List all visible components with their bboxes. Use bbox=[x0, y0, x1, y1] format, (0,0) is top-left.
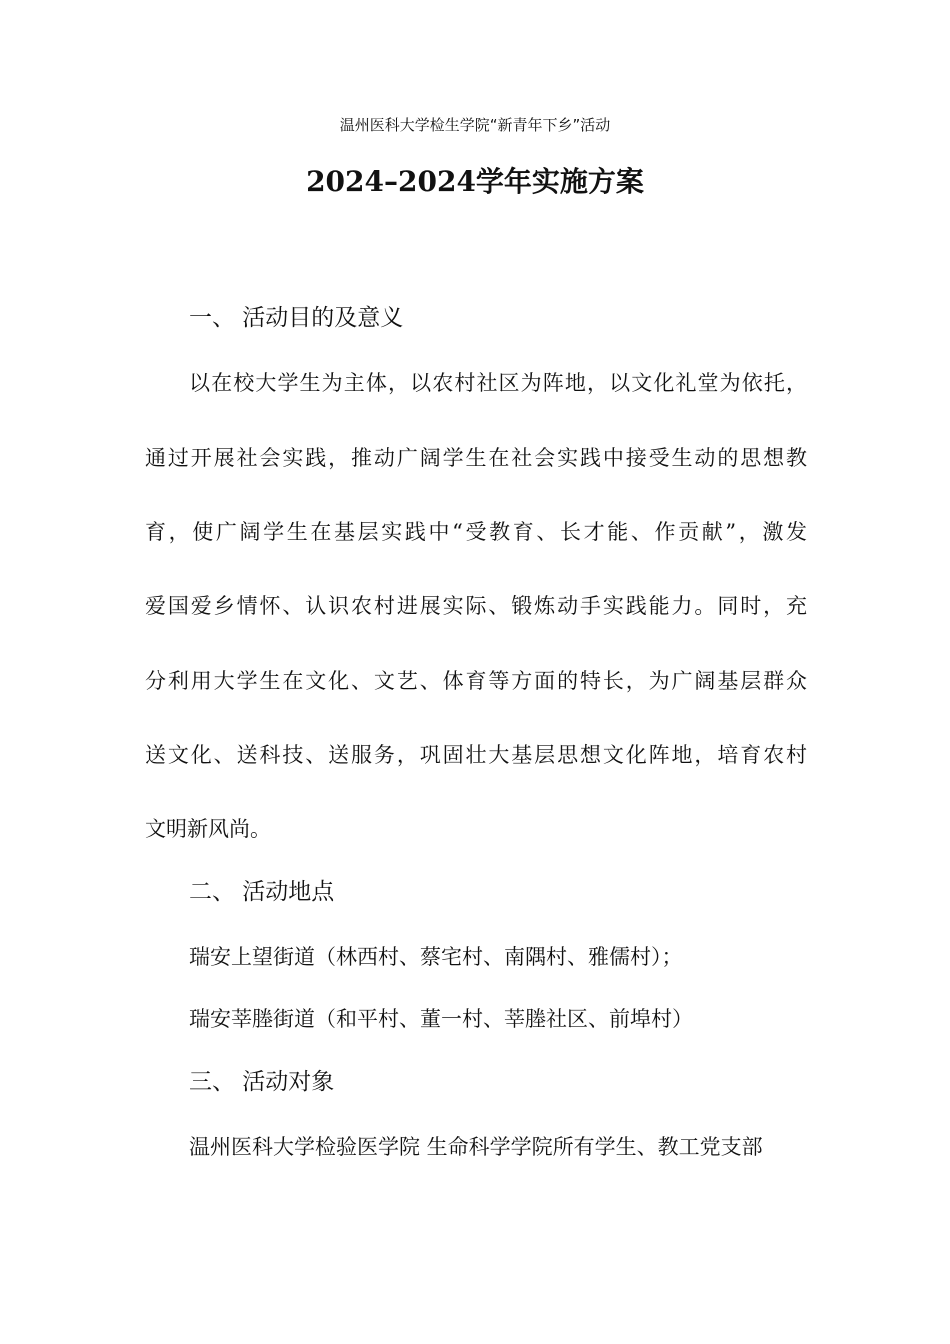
location-item: 瑞安上望街道（林西村、蔡宅村、南隅村、雅儒村）； bbox=[189, 945, 683, 969]
paragraph-line: 以在校大学生为主体，以农村社区为阵地，以文化礼堂为依托， bbox=[189, 371, 807, 395]
paragraph-line: 分利用大学生在文化、文艺、体育等方面的特长，为广阔基层群众 bbox=[145, 669, 807, 693]
location-item: 瑞安莘塍街道（和平村、董一村、莘塍社区、前埠村） bbox=[189, 1007, 693, 1031]
paragraph-line: 育，使广阔学生在基层实践中“受教育、长才能、作贡献”，激发 bbox=[145, 520, 807, 544]
section-heading-participants: 三、 活动对象 bbox=[189, 1069, 335, 1095]
paragraph-line: 通过开展社会实践，推动广阔学生在社会实践中接受生动的思想教 bbox=[145, 446, 807, 470]
document-subtitle: 温州医科大学检生学院“新青年下乡”活动 bbox=[339, 116, 611, 134]
document-title: 2024–2024学年实施方案 bbox=[306, 165, 644, 198]
section-heading-purpose: 一、 活动目的及意义 bbox=[189, 305, 404, 331]
section-heading-location: 二、 活动地点 bbox=[189, 879, 335, 905]
paragraph-line: 文明新风尚。 bbox=[145, 817, 271, 841]
paragraph-line: 爱国爱乡情怀、认识农村进展实际、锻炼动手实践能力。同时，充 bbox=[145, 594, 807, 618]
paragraph-line: 送文化、送科技、送服务，巩固壮大基层思想文化阵地，培育农村 bbox=[145, 743, 807, 767]
participants-item: 温州医科大学检验医学院 生命科学学院所有学生、教工党支部 bbox=[189, 1135, 763, 1159]
